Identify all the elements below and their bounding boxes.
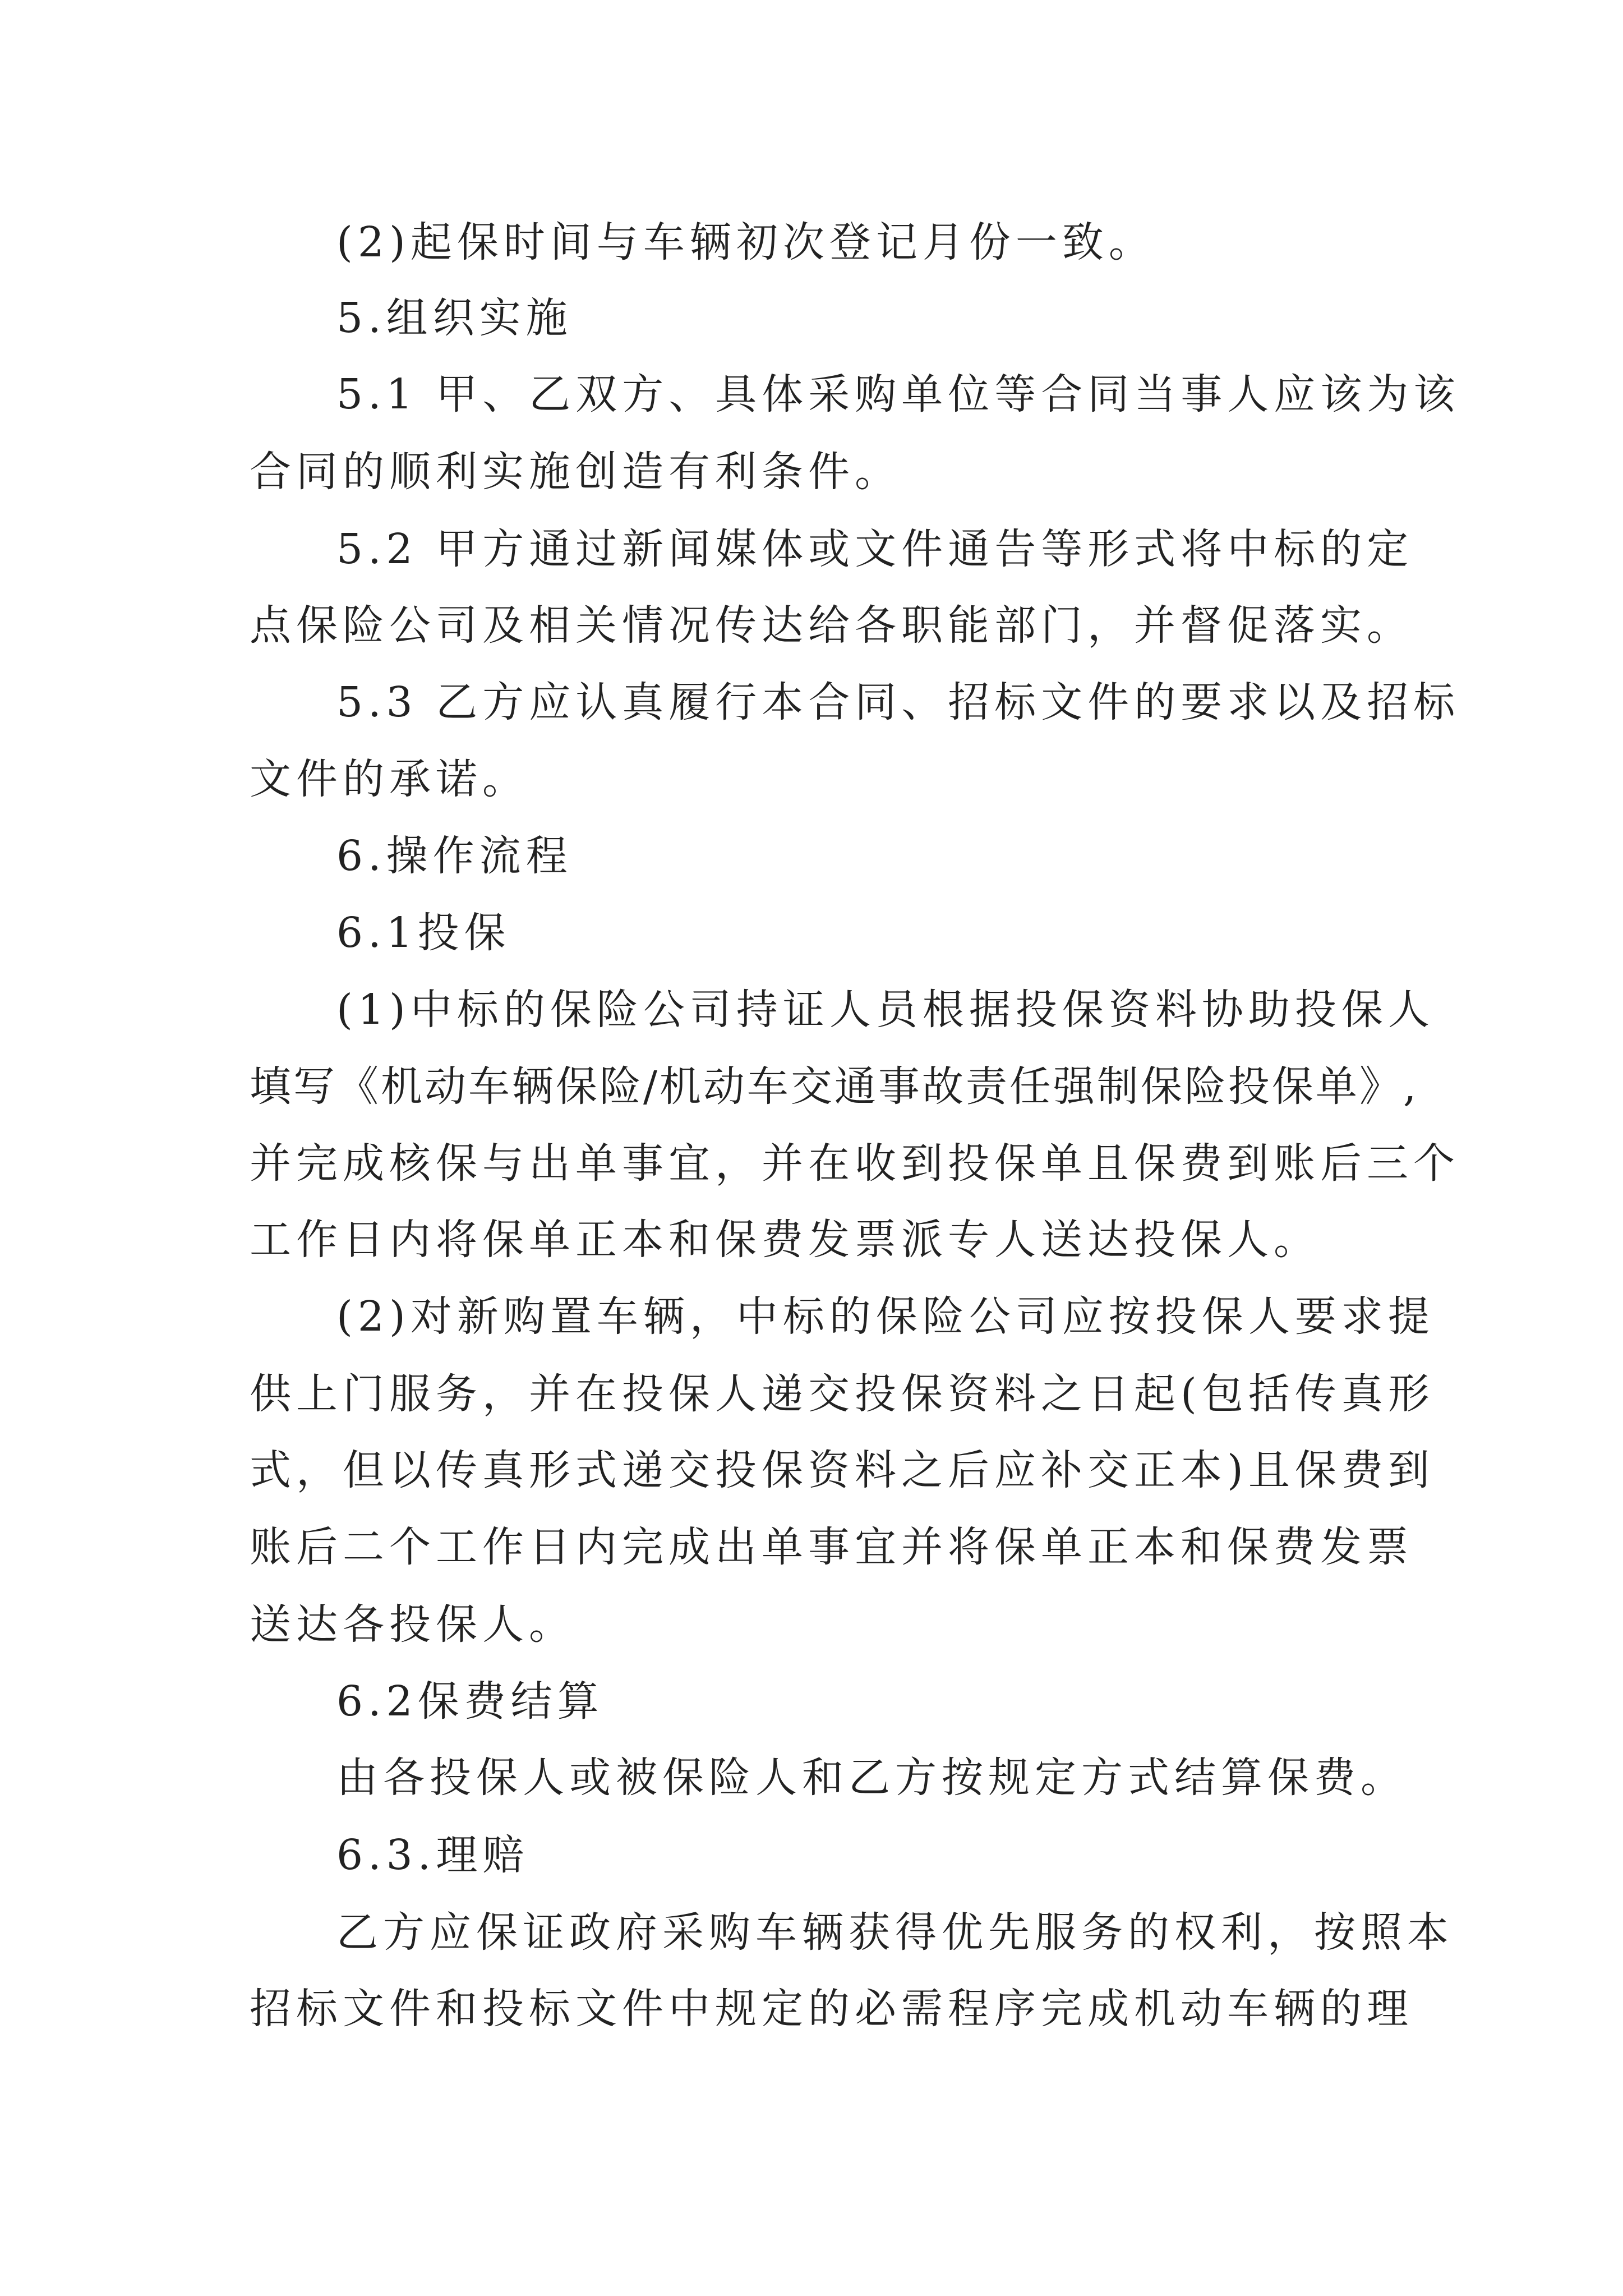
paragraph-line: 点保险公司及相关情况传达给各职能部门，并督促落实。 (250, 601, 1413, 650)
paragraph-line: 并完成核保与出单事宜，并在收到投保单且保费到账后三个 (250, 1139, 1460, 1188)
subsection-heading: 6.1投保 (336, 909, 511, 957)
section-heading: 6.操作流程 (336, 832, 573, 880)
paragraph-line: 5.1 甲、乙双方、具体采购单位等合同当事人应该为该 (336, 370, 1460, 418)
paragraph-line: 5.2 甲方通过新闻媒体或文件通告等形式将中标的定 (336, 525, 1414, 573)
paragraph-line: 乙方应保证政府采购车辆获得优先服务的权利，按照本 (336, 1908, 1454, 1957)
paragraph-line: 文件的承诺。 (250, 755, 529, 803)
paragraph-line: (1)中标的保险公司持证人员根据投保资料协助投保人 (336, 986, 1435, 1034)
paragraph-line: 填写《机动车辆保险/机动车交通事故责任强制保险投保单》, (250, 1062, 1419, 1111)
subsection-heading: 6.2保费结算 (336, 1677, 604, 1726)
subsection-heading: 6.3.理赔 (336, 1831, 529, 1879)
paragraph-line: 送达各投保人。 (250, 1600, 575, 1649)
paragraph-line: 合同的顺利实施创造有利条件。 (250, 448, 901, 496)
paragraph-line: 式，但以传真形式递交投保资料之后应补交正本)且保费到 (250, 1446, 1435, 1494)
paragraph-line: (2)起保时间与车辆初次登记月份一致。 (336, 218, 1155, 266)
section-heading: 5.组织实施 (336, 294, 573, 342)
paragraph-line: 账后二个工作日内完成出单事宜并将保单正本和保费发票 (250, 1523, 1413, 1571)
paragraph-line: 5.3 乙方应认真履行本合同、招标文件的要求以及招标 (336, 678, 1460, 726)
paragraph-line: (2)对新购置车辆，中标的保险公司应按投保人要求提 (336, 1292, 1435, 1341)
paragraph-line: 工作日内将保单正本和保费发票派专人送达投保人。 (250, 1216, 1320, 1264)
paragraph-line: 由各投保人或被保险人和乙方按规定方式结算保费。 (336, 1754, 1407, 1802)
paragraph-line: 供上门服务，并在投保人递交投保资料之日起(包括传真形 (250, 1370, 1435, 1418)
paragraph-line: 招标文件和投标文件中规定的必需程序完成机动车辆的理 (250, 1985, 1413, 2033)
